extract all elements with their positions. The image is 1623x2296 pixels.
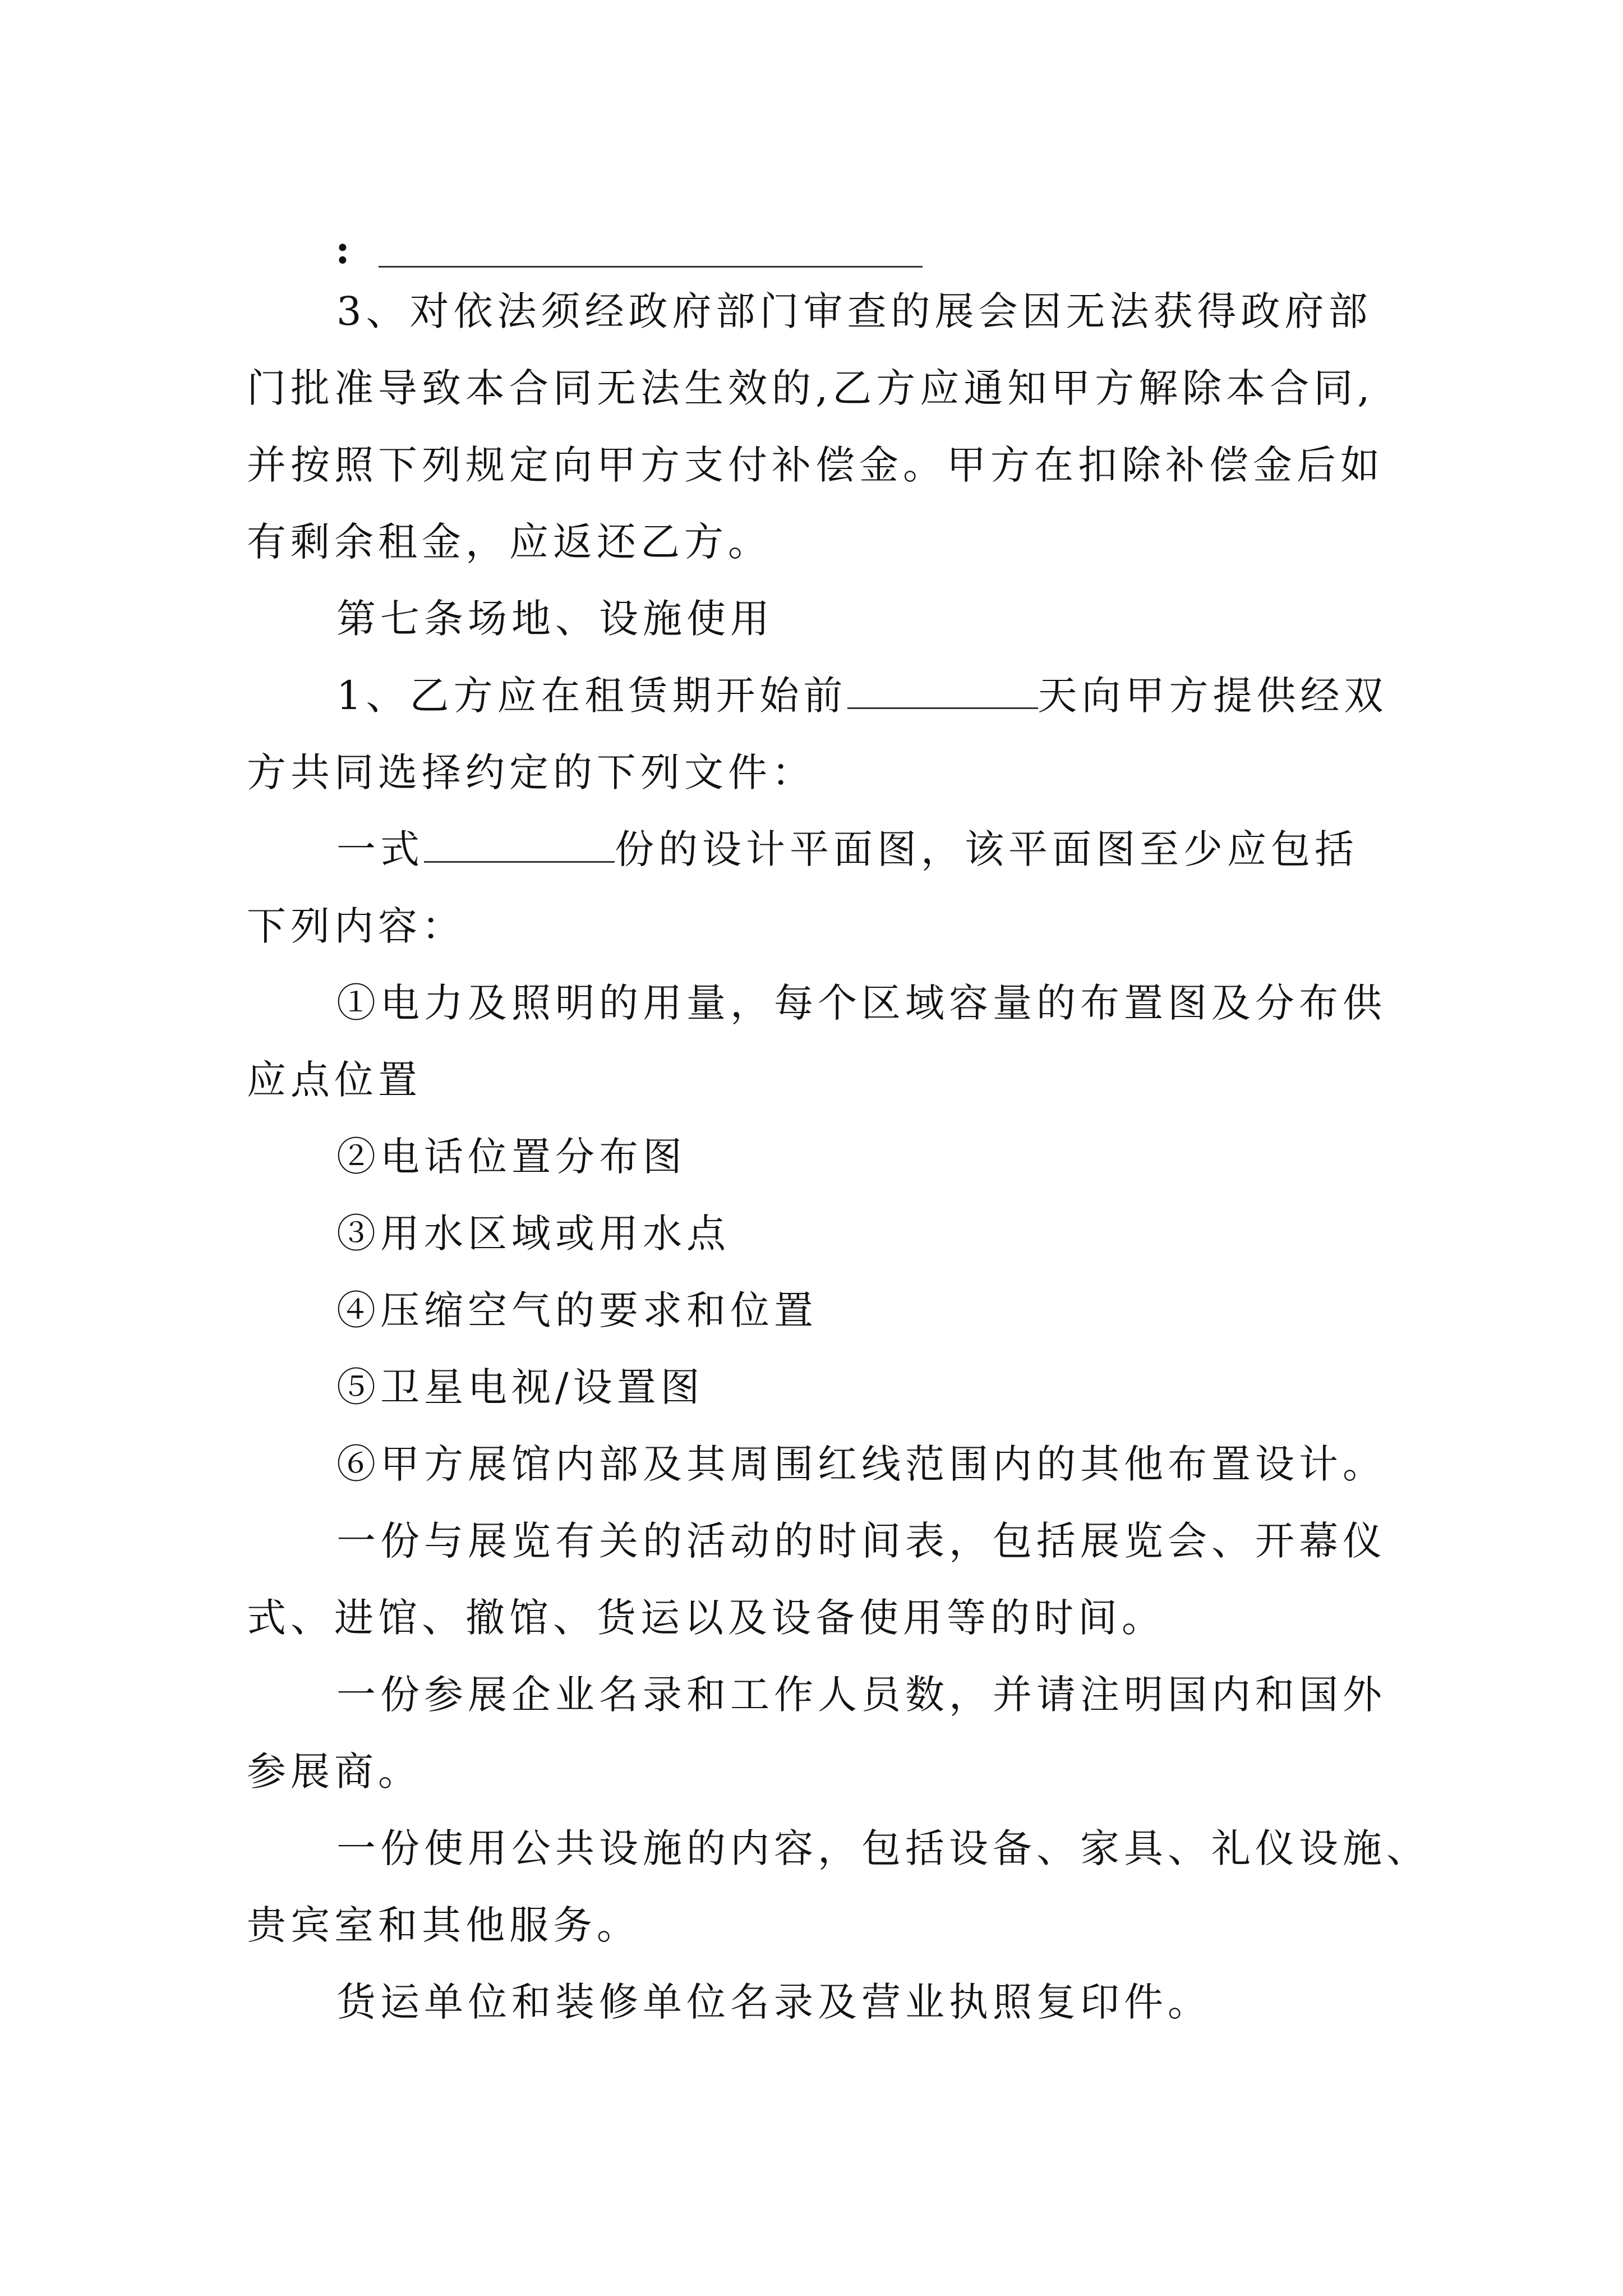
fill-in-blank-line [379,266,923,268]
list-item: ③用水区域或用水点 [336,1211,730,1257]
days-blank [847,668,1038,709]
list-item-continuation: 应点位置 [247,1057,422,1103]
paragraph-line: 一份参展企业名录和工作人员数，并请注明国内和国外 [336,1672,1386,1718]
rent-text-a: 1、乙方应在租赁期开始前 [336,673,847,719]
paragraph-line: 门批准导致本合同无法生效的,乙方应通知甲方解除本合同, [247,365,1375,411]
section-heading: 第七条场地、设施使用 [336,596,774,642]
plan-text-a: 一式 [336,826,424,872]
paragraph-line: 一份使用公共设施的内容，包括设备、家具、礼仪设施、 [336,1825,1430,1871]
paragraph-line: 式、进馆、撤馆、货运以及设备使用等的时间。 [247,1595,1165,1641]
paragraph-line: 3、对依法须经政府部门审查的展会因无法获得政府部 [336,288,1372,334]
paragraph-line: 一份与展览有关的活动的时间表，包括展览会、开幕仪 [336,1518,1386,1564]
list-item: ②电话位置分布图 [336,1134,686,1180]
paragraph-line [336,821,1358,877]
paragraph-line: 货运单位和装修单位名录及营业执照复印件。 [336,1979,1211,2025]
form-colon: : [335,226,350,273]
paragraph-line: 参展商。 [247,1749,422,1795]
paragraph-line [336,668,1388,724]
rent-text-b: 天向甲方提供经双 [1038,673,1388,719]
paragraph-line: 下列内容： [247,903,465,949]
paragraph-line: 有剩余租金，应返还乙方。 [247,519,772,565]
paragraph-line: 方共同选择约定的下列文件： [247,749,815,795]
list-item: ①电力及照明的用量，每个区域容量的布置图及分布供 [336,980,1386,1026]
copies-blank [424,822,615,863]
list-item: ⑤卫星电视/设置图 [336,1364,704,1410]
paragraph-line: 贵宾室和其他服务。 [247,1902,640,1948]
list-item: ④压缩空气的要求和位置 [336,1287,818,1333]
plan-text-b: 份的设计平面图，该平面图至少应包括 [615,826,1358,872]
paragraph-line: 并按照下列规定向甲方支付补偿金。甲方在扣除补偿金后如 [247,442,1384,488]
list-item: ⑥甲方展馆内部及其周围红线范围内的其他布置设计。 [336,1441,1386,1487]
